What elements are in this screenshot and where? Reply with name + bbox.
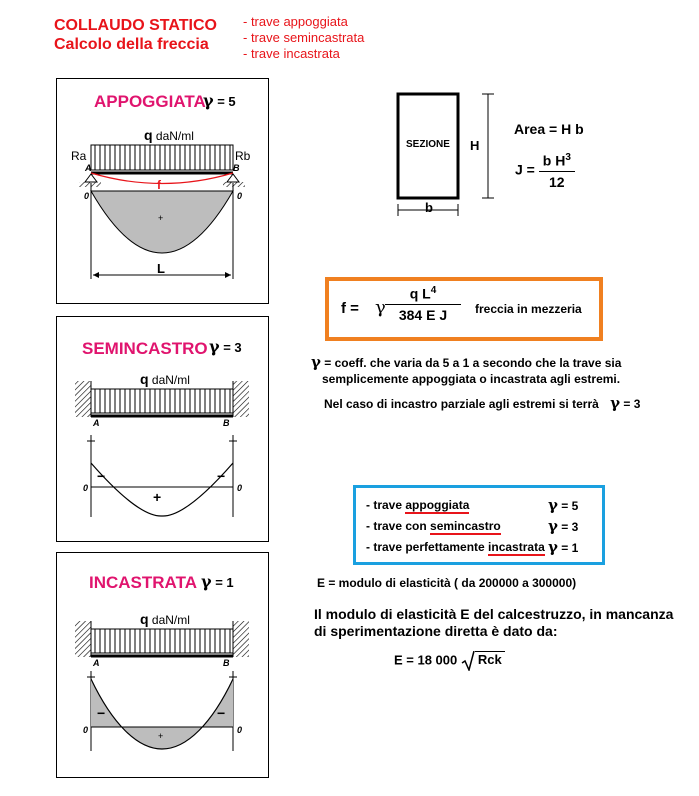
left-support [85,174,97,182]
header-title [54,16,217,54]
explanation-gamma: γ [311,353,321,371]
point-a: A [93,658,100,668]
panel-semincastro [56,316,269,542]
gamma-symbol: γ [209,337,220,356]
formula-exponent: 4 [430,285,437,296]
inertia-formula [515,152,575,190]
load-lines [95,389,230,413]
summary-gamma: γ = 5 [548,496,579,514]
zero-left: 0 [83,483,89,493]
explanation-gamma-2: γ [610,394,621,412]
explanation-line-1: = coeff. che varia da 5 a 1 a secondo che la trave sia [320,356,622,370]
area-formula: Area = H b [514,121,584,137]
formula-numerator: q L [409,285,431,302]
explanation-line-3: Nel caso di incastro parziale agli estremi si terrà γ = 3 [324,394,641,412]
load-lines [95,629,230,653]
sign-minus-left: − [97,705,106,721]
summary-keyword: appoggiata [405,498,470,512]
panel-title: APPOGGIATA [94,92,206,111]
distributed-load [91,145,233,170]
header-list-item: - trave appoggiata [243,14,348,29]
point-b: B [223,418,230,428]
modulus-definition: E = modulo di elasticità ( da 200000 a 300000) [317,576,577,590]
summary-row: - trave con semincastro [366,519,501,533]
formula-gamma: γ [375,297,386,318]
modulus-root: Rck [475,651,505,667]
point-a: A [85,163,92,173]
title-line-1: COLLAUDO STATICO [54,17,217,34]
zero-right: 0 [237,191,243,201]
right-wall [233,621,249,657]
panel-appoggiata [56,78,269,304]
sign-minus-right: − [217,468,226,484]
modulus-text [314,606,673,640]
section-h: H [470,138,480,153]
summary-box [353,485,605,565]
formula-lhs: f = [341,300,359,317]
modulus-text-line-1: Il modulo di elasticità E del calcestruzzo, in mancanza [314,606,674,622]
point-b: B [233,163,240,173]
load-label: q daN/ml [140,371,190,387]
deflection-label: f [157,178,161,192]
modulus-text-line-2: di sperimentazione diretta è dato da: [314,623,558,639]
title-line-2: Calcolo della freccia [54,36,209,53]
point-a: A [93,418,100,428]
summary-keyword: semincastro [430,519,501,533]
explanation-line-2: semplicemente appoggiata o incastrata agli estremi. [322,372,621,386]
inertia-lhs: J = [515,161,535,178]
moment-curve [91,463,233,516]
zero-left: 0 [84,191,90,201]
inertia-exponent: 3 [565,152,571,163]
load-label: q daN/ml [140,611,190,627]
beam-diagram [57,317,268,541]
header-list [243,14,364,62]
distributed-load [91,629,233,653]
gamma-value: = 5 [217,94,236,109]
inertia-numerator: b H [542,152,566,169]
summary-gamma: γ = 1 [548,538,579,556]
zero-left: 0 [83,725,89,735]
gamma-explanation [311,354,621,387]
gamma-value: = 3 [223,340,242,355]
right-support [227,174,239,182]
zero-right: 0 [237,483,243,493]
formula-note: freccia in mezzeria [475,302,582,316]
left-wall [75,621,91,657]
sign-minus-left: − [97,468,106,484]
gamma-symbol: γ [203,91,214,110]
left-wall [75,381,91,417]
gamma-value: = 1 [215,575,234,590]
sign-minus-right: − [217,705,226,721]
formula-denominator: 384 E J [398,306,448,323]
section-drawing [390,86,500,226]
formula-fraction [385,285,461,323]
load-label: q daN/ml [144,127,194,143]
left-ground [79,182,101,187]
summary-gamma: γ = 3 [548,517,579,535]
inertia-fraction [539,152,575,190]
panel-title: INCASTRATA [89,573,197,592]
distributed-load [91,389,233,413]
right-ground [223,182,245,187]
panel-incastrata [56,552,269,778]
gamma-symbol: γ [201,572,212,591]
load-lines [95,145,230,170]
deflection-formula-box [325,277,603,341]
reaction-left: Ra [71,149,87,163]
point-b: B [223,658,230,668]
header-list-item: - trave incastrata [243,46,340,61]
summary-row: - trave perfettamente incastrata [366,540,545,554]
section-label: SEZIONE [406,139,450,150]
panel-title: SEMINCASTRO [82,339,208,358]
beam-diagram [57,553,268,777]
inertia-denominator: 12 [549,173,565,190]
header-list-item: - trave semincastrata [243,30,365,45]
right-wall [233,381,249,417]
sign-plus: + [158,731,164,741]
deflection-curve [91,173,233,184]
modulus-formula-lhs: E = 18 000 [394,652,458,668]
sqrt-icon [461,651,475,671]
summary-row: - trave appoggiata [366,498,470,512]
section-b: b [425,200,433,215]
modulus-formula [394,651,505,671]
sign-plus: + [153,489,162,505]
summary-keyword: incastrata [488,540,545,554]
span-label: L [157,261,165,276]
sign-plus: + [158,213,164,223]
zero-right: 0 [237,725,243,735]
reaction-right: Rb [235,149,251,163]
